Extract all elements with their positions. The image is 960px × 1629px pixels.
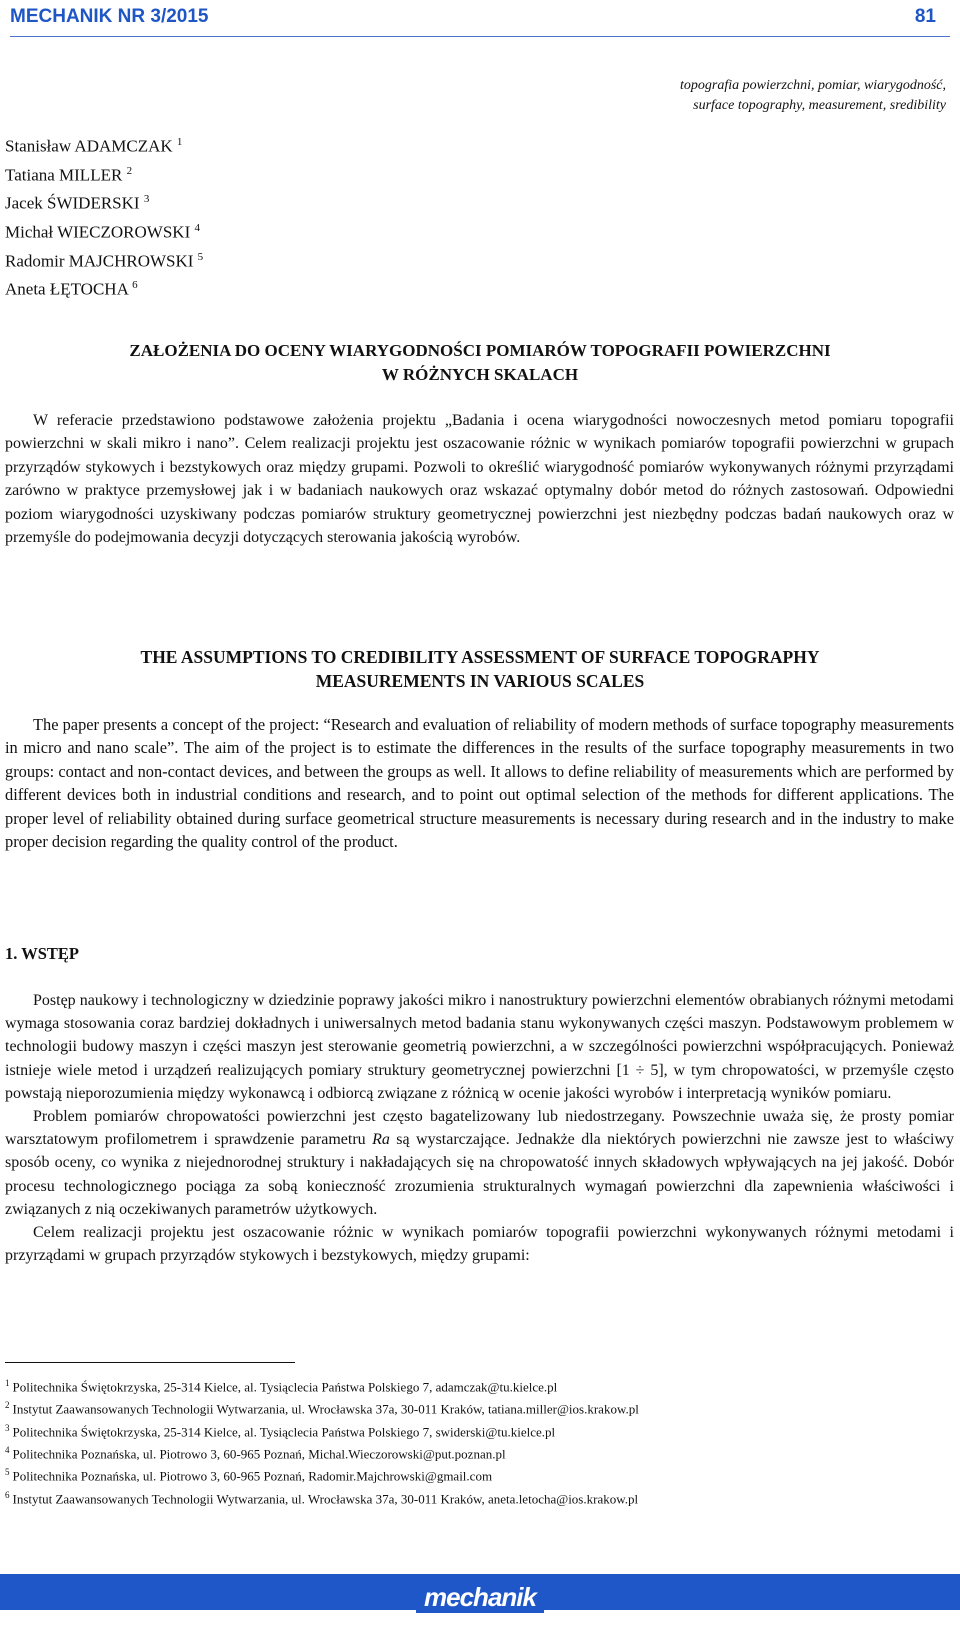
journal-logo: mechanik xyxy=(416,1582,544,1613)
footnote: $^4$ Politechnika Poznańska, ul. Piotrowo 3, 60-965 Poznań, Michal.Wieczorowski@put.poznan.pl xyxy=(5,1444,506,1462)
footnote: $^1$ Politechnika Świętokrzyska, 25-314 Kielce, al. Tysiąclecia Państwa Polskiego 7, adamczak@tu.kielce.pl xyxy=(5,1378,558,1395)
abstract-polish: W referacie przedstawiono podstawowe założenia projektu „Badania i ocena wiarygodności nowoczesnych metod pomiaru topografii powierzchni w skali mikro i nano”. Celem realizacji projektu jest oszacowanie różnic w wynikach pomiarów topografii powierzchni w grupach przyrządów stykowych i bezstykowych oraz między grupami. Pozwoli to określić wiarygodność pomiarów wykonywanych różnymi przyrządami zarówno w praktyce przemysłowej jak i w badaniach naukowych oraz wskazać optymalny dobór metod do różnych zastosowań. Odpowiedni poziom wiarygodności uzyskiwany podczas pomiarów struktury geometrycznej powierzchni jest niezbędny podczas badań naukowych oraz w przemyśle do podejmowania decyzji dotyczących sterowania jakością wyrobów. xyxy=(5,412,954,547)
footnote-separator xyxy=(5,1362,295,1363)
footnote: $^2$ Instytut Zaawansowanych Technologii Wytwarzania, ul. Wrocławska 37a, 30-011 Kraków, tatiana.miller@ios.krakow.pl xyxy=(5,1400,639,1417)
page-number: 81 xyxy=(914,6,936,27)
journal-issue: MECHANIK NR 3/2015 xyxy=(10,6,209,27)
author: Stanisław ADAMCZAK $^1$ xyxy=(5,136,183,156)
body-paragraph: Problem pomiarów chropowatości powierzchni jest często bagatelizowany lub niedostrzegany. Powszechnie uważa się, że prosty pomiar warsztatowym profilometrem i sprawdzenie parametru Ra są wystarczające. Jednakże dla niektórych powierzchni nie zawsze jest to właściwy sposób oceny, co wynika z niejednorodnej struktury i nakładających się na chropowatość innych składowych wpływających na jej jakość. Dobór procesu technologicznego pociąga za sobą konieczność zrozumienia strukturalnych wymagań powierzchni dla zapewnienia właściwości i związanych z nią oczekiwanych parametrów użytkowych. xyxy=(5,1108,955,1218)
keywords-en: surface topography, measurement, sredibility xyxy=(693,98,946,113)
author: Aneta ŁĘTOCHA $^6$ xyxy=(5,279,138,299)
section-heading: 1. WSTĘP xyxy=(5,944,79,963)
author: Radomir MAJCHROWSKI $^5$ xyxy=(5,250,204,271)
footnote: $^5$ Politechnika Poznańska, ul. Piotrowo 3, 60-965 Poznań, Radomir.Majchrowski@gmail.com xyxy=(5,1467,493,1484)
body-paragraph: Postęp naukowy i technologiczny w dziedzinie poprawy jakości mikro i nanostruktury powierzchni elementów obrabianych różnymi metodami wymaga stosowania coraz bardziej dokładnych i uniwersalnych metod badania stanu wykonywanych części maszyn. Podstawowym problemem w technologii budowy maszyn i części maszyn jest sterowanie geometrią powierzchni, a w szczególności powierzchni współpracujących. Ponieważ istnieje wiele metod i urządzeń realizujących pomiary struktury geometrycznej powierzchni [1 ÷ 5], w tym chropowatości, w przemyśle często powstają nieporozumienia między wykonawcą i odbiorcą związane z różnicą w ocenie jakości wyrobów i interpretacją wyników pomiaru. xyxy=(5,992,954,1102)
running-header xyxy=(10,2,950,37)
title-english: THE ASSUMPTIONS TO CREDIBILITY ASSESSMENT OF SURFACE TOPOGRAPHY MEASUREMENTS IN VARIOUS SCALES xyxy=(140,647,820,691)
author: Jacek ŚWIDERSKI $^3$ xyxy=(5,193,150,213)
author-list xyxy=(5,130,203,302)
footnote: $^6$ Instytut Zaawansowanych Technologii Wytwarzania, ul. Wrocławska 37a, 30-011 Kraków, aneta.letocha@ios.krakow.pl xyxy=(5,1489,639,1506)
title-polish: ZAŁOŻENIA DO OCENY WIARYGODNOŚCI POMIARÓW TOPOGRAFII POWIERZCHNI W RÓŻNYCH SKALACH xyxy=(129,341,831,384)
abstract-english: The paper presents a concept of the project: “Research and evaluation of reliability of modern methods of surface topography measurements in micro and nano scale”. The aim of the project is to estimate the differences in the results of the surface topography measurements in two groups: contact and non-contact devices, and between the groups as well. It allows to define reliability of measurements which are performed by different devices both in industrial conditions and research, and to point out optimal selection of the methods for different applications. The proper level of reliability obtained during surface geometrical structure measurements is necessary during research and in the industry to make proper decision regarding the quality control of the product. xyxy=(5,715,954,852)
keywords xyxy=(526,76,946,116)
body-paragraph: Celem realizacji projektu jest oszacowanie różnic w wynikach pomiarów topografii powierzchni wykonywanych różnymi metodami i przyrządami w grupach przyrządów stykowych i bezstykowych, między grupami: xyxy=(5,1224,954,1265)
section-body xyxy=(5,989,954,1267)
footnote: $^3$ Politechnika Świętokrzyska, 25-314 Kielce, al. Tysiąclecia Państwa Polskiego 7, swiderski@tu.kielce.pl xyxy=(5,1422,556,1439)
author: Michał WIECZOROWSKI $^4$ xyxy=(5,221,200,242)
author: Tatiana MILLER $^2$ xyxy=(5,164,133,185)
keywords-pl: topografia powierzchni, pomiar, wiarygodność, xyxy=(679,78,946,93)
footnotes xyxy=(5,1374,639,1508)
